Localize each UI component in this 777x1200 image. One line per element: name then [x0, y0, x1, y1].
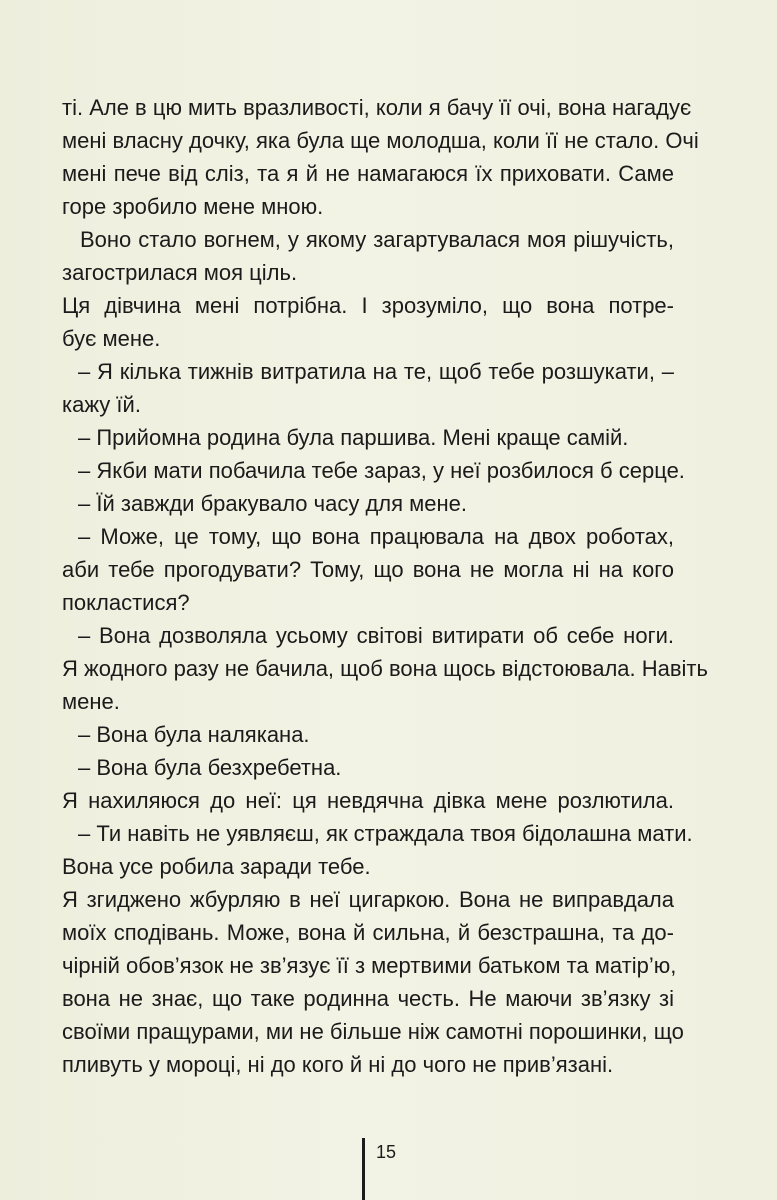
text-line: Ця дівчина мені потрібна. І зрозуміло, що вона потре- — [62, 293, 674, 318]
text-line: загострилася моя ціль. — [62, 260, 298, 285]
text-line: – Вона була безхребетна. — [78, 755, 342, 780]
body-text — [62, 91, 708, 1081]
text-line: своїми пращурами, ми не більше ніж самотні порошинки, що — [62, 1019, 684, 1044]
text-line: – Я кілька тижнів витратила на те, щоб тебе розшукати, – — [78, 359, 674, 384]
text-line: бує мене. — [62, 326, 161, 351]
text-line: – Ти навіть не уявляєш, як страждала твоя бідолашна мати. — [78, 821, 693, 846]
text-line: горе зробило мене мною. — [62, 194, 324, 219]
text-line: – Вона була налякана. — [78, 722, 310, 747]
text-line: мене. — [62, 689, 120, 714]
text-line: Воно стало вогнем, у якому загартувалася моя рішучість, — [80, 227, 674, 252]
page-number-rule — [362, 1138, 365, 1200]
text-line: – Може, це тому, що вона працювала на двох роботах, — [78, 524, 674, 549]
text-line: – Якби мати побачила тебе зараз, у неї розбилося б серце. — [78, 458, 685, 483]
text-line: ті. Але в цю мить вразливості, коли я бачу її очі, вона нагадує — [62, 95, 692, 120]
text-line: – Прийомна родина була паршива. Мені краще самій. — [78, 425, 629, 450]
text-line: мені власну дочку, яка була ще молодша, коли її не стало. Очі — [62, 128, 699, 153]
text-line: – Їй завжди бракувало часу для мене. — [78, 491, 467, 516]
page-number: 15 — [376, 1142, 397, 1162]
text-line: – Вона дозволяла усьому світові витирати об себе ноги. — [78, 623, 674, 648]
text-line: вона не знає, що таке родинна честь. Не маючи зв’язку зі — [62, 986, 674, 1011]
text-line: чірній обов’язок не зв’язує її з мертвими батьком та матір’ю, — [62, 953, 677, 978]
text-line: Я згиджено жбурляю в неї цигаркою. Вона не виправдала — [62, 887, 674, 912]
text-line: кажу їй. — [62, 392, 141, 417]
text-line: Я жодного разу не бачила, щоб вона щось відстоювала. Навіть — [62, 656, 708, 681]
text-line: Вона усе робила заради тебе. — [62, 854, 371, 879]
text-line: мені пече від сліз, та я й не намагаюся їх приховати. Саме — [62, 161, 674, 186]
text-line: пливуть у мороці, ні до кого й ні до чого не прив’язані. — [62, 1052, 614, 1077]
text-line: Я нахиляюся до неї: ця невдячна дівка мене розлютила. — [62, 788, 674, 813]
text-line: моїх сподівань. Може, вона й сильна, й безстрашна, та до- — [62, 920, 674, 945]
text-line: аби тебе прогодувати? Тому, що вона не могла ні на кого — [62, 557, 674, 582]
text-line: покластися? — [62, 590, 190, 615]
